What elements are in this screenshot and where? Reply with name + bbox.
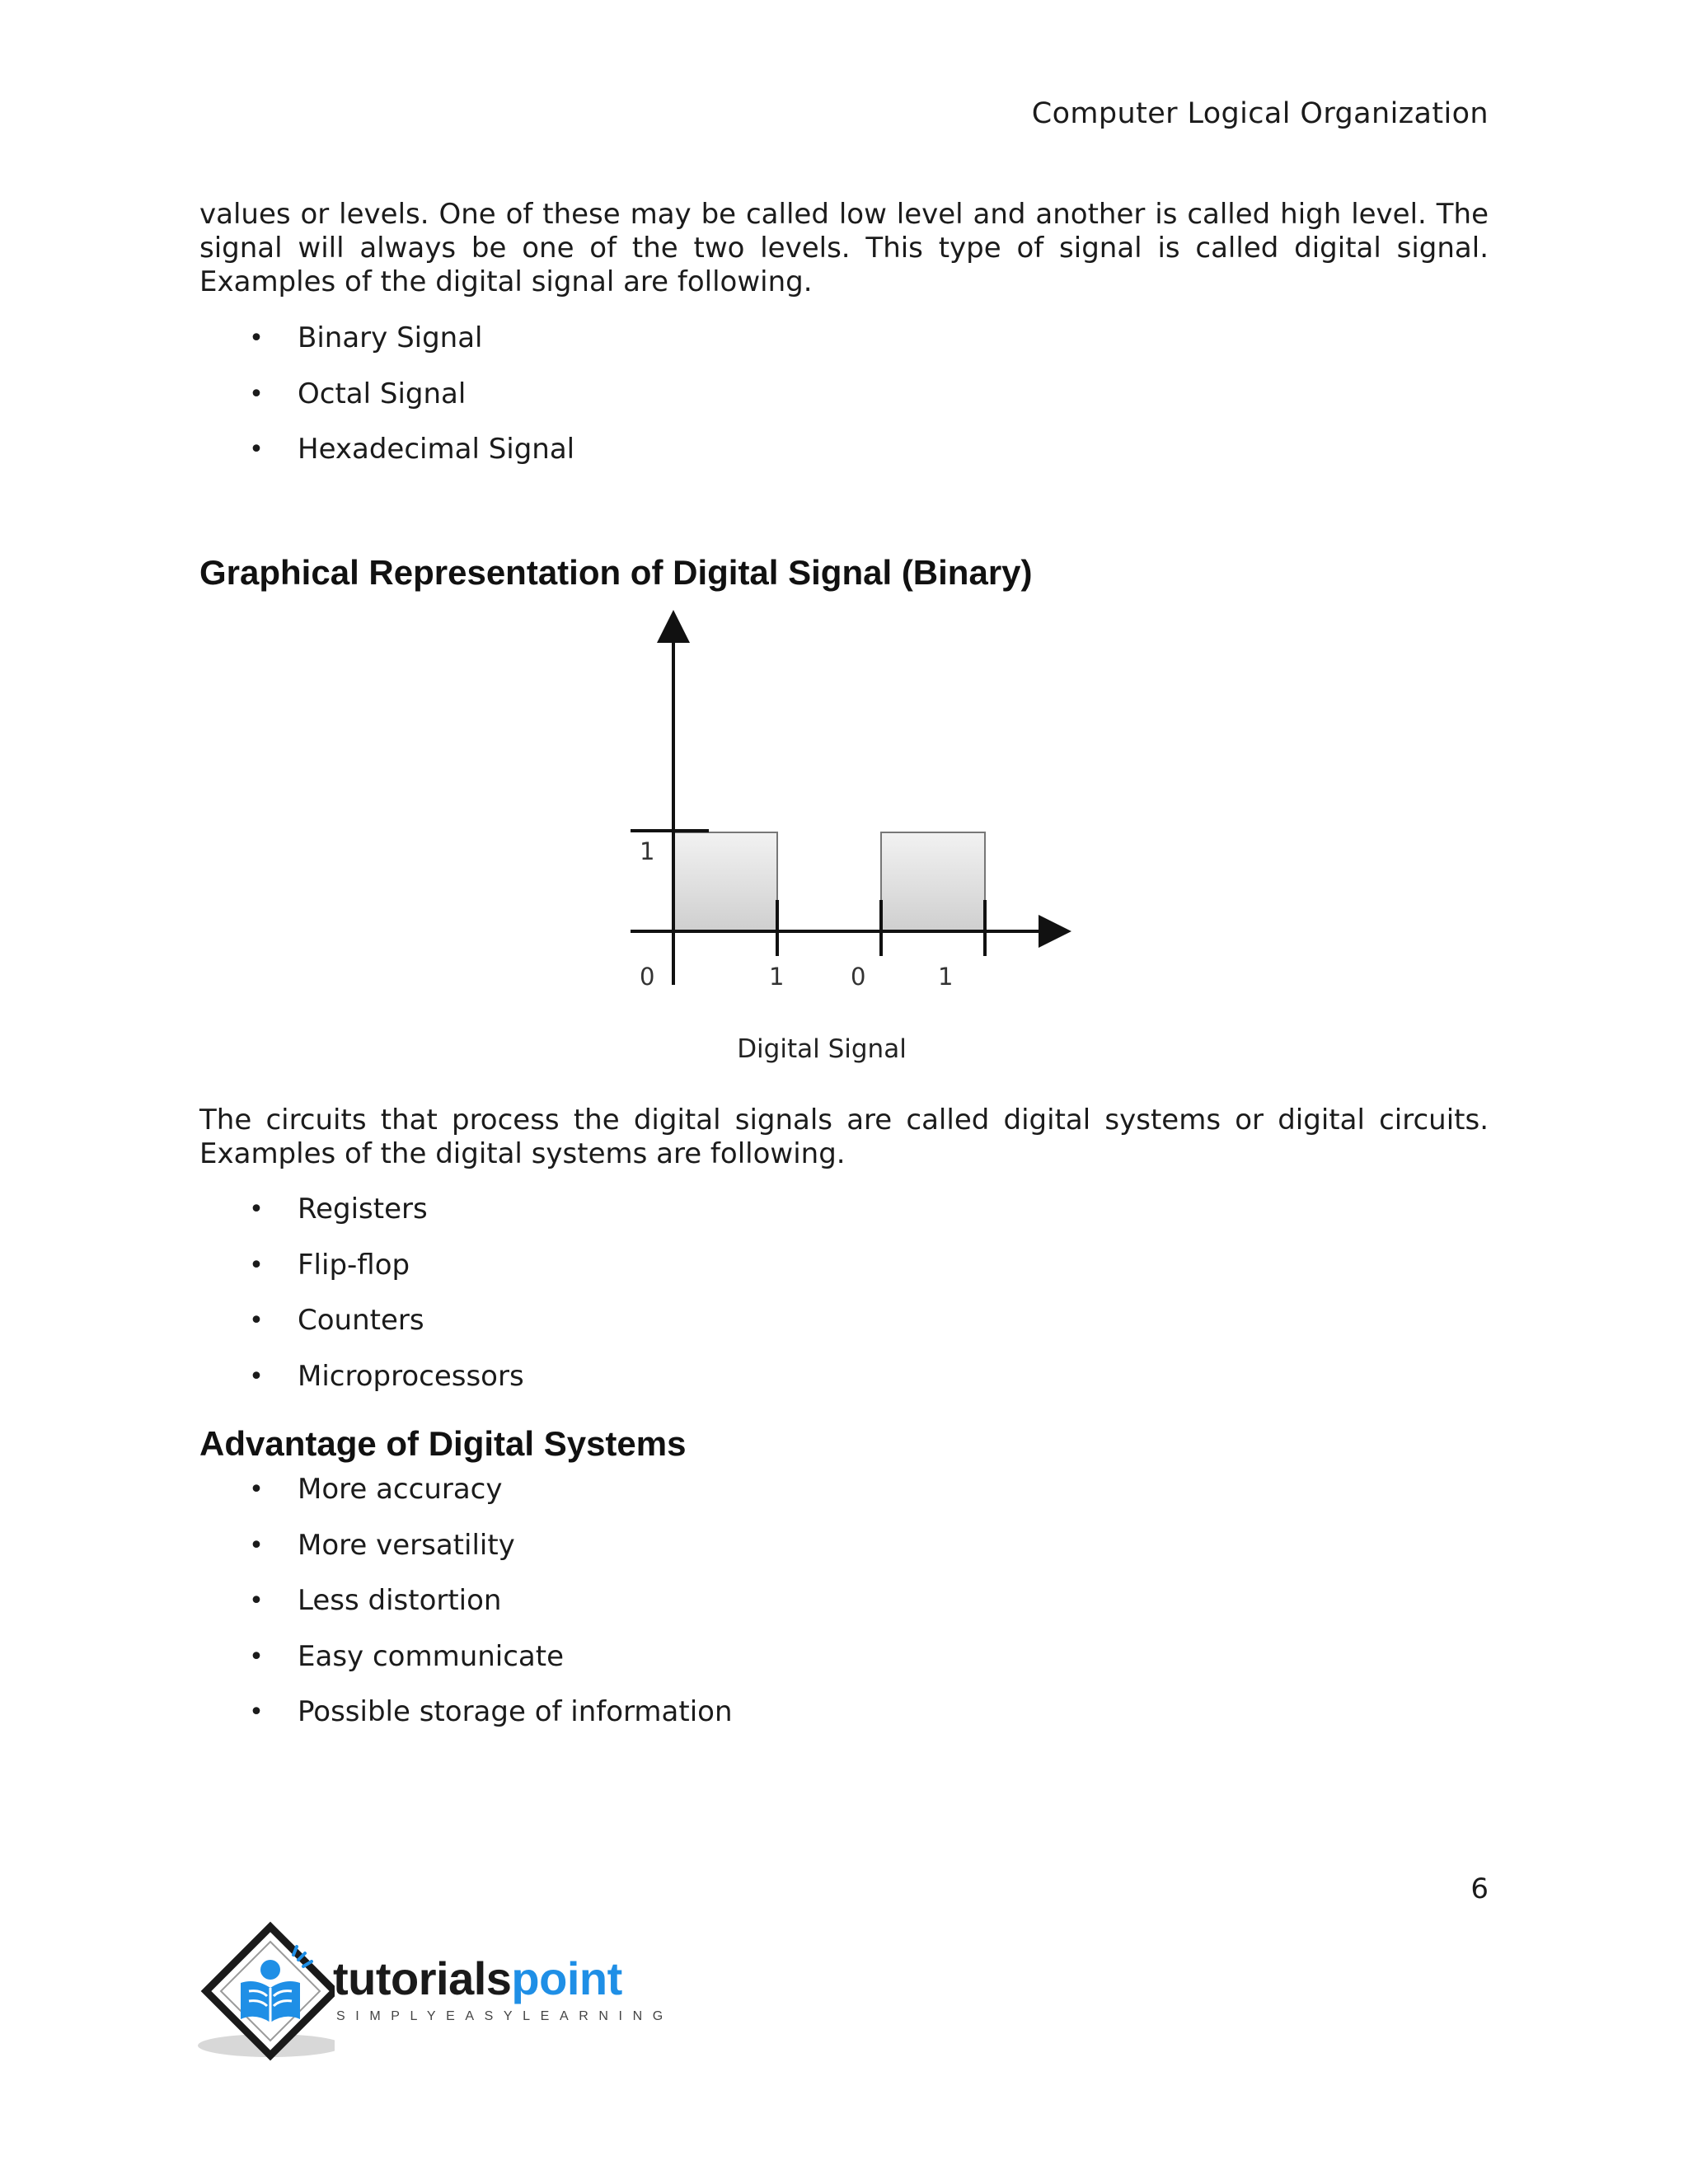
intro-paragraph: values or levels. One of these may be called low level and another is called high level. The signal will always be one of the two levels. This type of signal is called digital signal. Examples of the digital signal are following. xyxy=(199,198,1489,298)
bullet-icon: • xyxy=(249,1475,264,1504)
document-page: Computer Logical Organization values or levels. One of these may be called low level and another is called high level. The signal will always be one of the two levels. This type of signal is called digital signal. Examples of the digital signal are following. • Binary Signal • Octal Signal • Hexadecimal Signal Graphical Representation of Digital Signal (Binary) 1 0 1 0 1 Digital Signal The circuits that process the digital signals are called digital systems or digital circuits. Examples of the digital systems are following. • Registers • Flip-flop • Counters • Microprocessors Advantage of Digital Systems • More accuracy • More versatility • Less distortion • Easy communicate • Possible storage of information 6 tutorialspoint SIMPLYEASYLEARNING xyxy=(0,0,1688,2184)
figure-caption: Digital Signal xyxy=(737,1034,907,1064)
page-number: 6 xyxy=(1470,1872,1489,1905)
x-label: 1 xyxy=(938,963,954,991)
digital-signal-figure xyxy=(612,610,1073,1071)
tutorialspoint-logo xyxy=(195,1920,689,2069)
section-heading-graph: Graphical Representation of Digital Signal (Binary) xyxy=(199,553,1033,592)
circuits-paragraph: The circuits that process the digital signals are called digital systems or digital circuits. Examples of the digital systems are following. xyxy=(199,1104,1489,1170)
bullet-icon: • xyxy=(249,1250,264,1280)
x-label: 0 xyxy=(851,963,866,991)
y-level-label: 1 xyxy=(640,837,655,865)
x-label: 1 xyxy=(769,963,785,991)
logo-tagline: SIMPLYEASYLEARNING xyxy=(336,2009,673,2023)
bullet-icon: • xyxy=(249,1306,264,1335)
bullet-icon: • xyxy=(249,324,264,353)
bullet-icon: • xyxy=(249,1530,264,1560)
bullet-icon: • xyxy=(249,1586,264,1615)
bullet-icon: • xyxy=(249,1642,264,1671)
bullet-icon: • xyxy=(249,435,264,464)
bullet-icon: • xyxy=(249,1361,264,1391)
logo-wordmark: tutorialspoint xyxy=(333,1952,622,2004)
bullet-icon: • xyxy=(249,379,264,409)
pulse-1 xyxy=(673,832,777,931)
pulse-2 xyxy=(881,832,985,931)
logo-emblem-icon xyxy=(195,1920,335,2069)
bullet-icon: • xyxy=(249,1698,264,1727)
section-heading-advantage: Advantage of Digital Systems xyxy=(199,1424,687,1463)
digital-signal-diagram xyxy=(612,610,1073,1038)
x-label: 0 xyxy=(640,963,655,991)
bullet-icon: • xyxy=(249,1195,264,1224)
running-header: Computer Logical Organization xyxy=(1031,97,1489,130)
